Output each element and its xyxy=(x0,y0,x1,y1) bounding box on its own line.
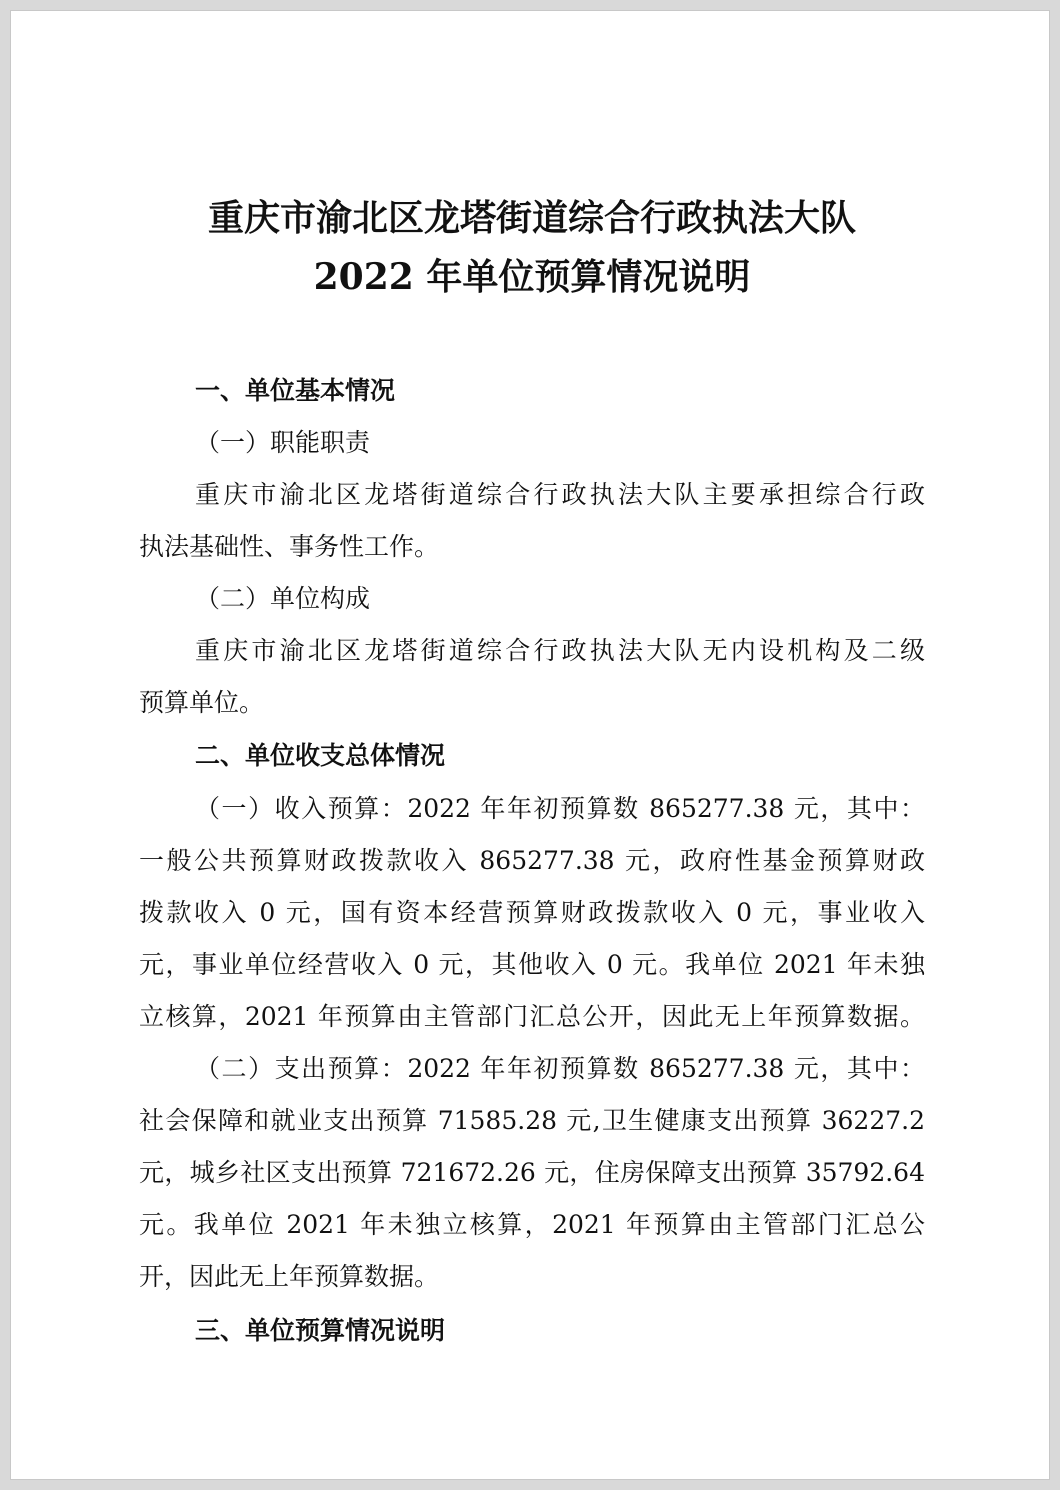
paragraph-line: 一般公共预算财政拨款收入 865277.38 元，政府性基金预算财政 xyxy=(139,846,925,875)
paragraph-line: 重庆市渝北区龙塔街道综合行政执法大队无内设机构及二级 xyxy=(195,636,925,665)
paragraph-line: 拨款收入 0 元，国有资本经营预算财政拨款收入 0 元，事业收入 xyxy=(139,898,925,927)
section-heading-3: 三、单位预算情况说明 xyxy=(195,1316,446,1345)
paragraph-line: 元，城乡社区支出预算 721672.26 元，住房保障支出预算 35792.64 xyxy=(139,1158,925,1187)
section-heading-2: 二、单位收支总体情况 xyxy=(195,741,446,770)
subsection-heading-1-2: （二）单位构成 xyxy=(195,584,371,613)
paragraph-line: 预算单位。 xyxy=(139,688,265,717)
paragraph-line: 元，事业单位经营收入 0 元，其他收入 0 元。我单位 2021 年未独 xyxy=(139,950,925,979)
paragraph-line: 执法基础性、事务性工作。 xyxy=(139,532,440,561)
document-page xyxy=(10,10,1050,1480)
paragraph-line: （二）支出预算：2022 年年初预算数 865277.38 元，其中： xyxy=(195,1054,925,1083)
document-title-line-1: 重庆市渝北区龙塔街道综合行政执法大队 xyxy=(207,197,856,239)
paragraph-line: （一）收入预算：2022 年年初预算数 865277.38 元，其中： xyxy=(195,794,925,823)
paragraph-line: 重庆市渝北区龙塔街道综合行政执法大队主要承担综合行政 xyxy=(195,480,925,509)
section-heading-1: 一、单位基本情况 xyxy=(195,376,396,405)
paragraph-line: 开，因此无上年预算数据。 xyxy=(139,1262,440,1291)
subsection-heading-1-1: （一）职能职责 xyxy=(195,428,371,457)
paragraph-line: 立核算，2021 年预算由主管部门汇总公开，因此无上年预算数据。 xyxy=(139,1002,925,1031)
paragraph-line: 元。我单位 2021 年未独立核算，2021 年预算由主管部门汇总公 xyxy=(139,1210,925,1239)
document-title-line-2: 2022 年单位预算情况说明 xyxy=(313,256,751,298)
paragraph-line: 社会保障和就业支出预算 71585.28 元,卫生健康支出预算 36227.2 xyxy=(139,1106,925,1135)
